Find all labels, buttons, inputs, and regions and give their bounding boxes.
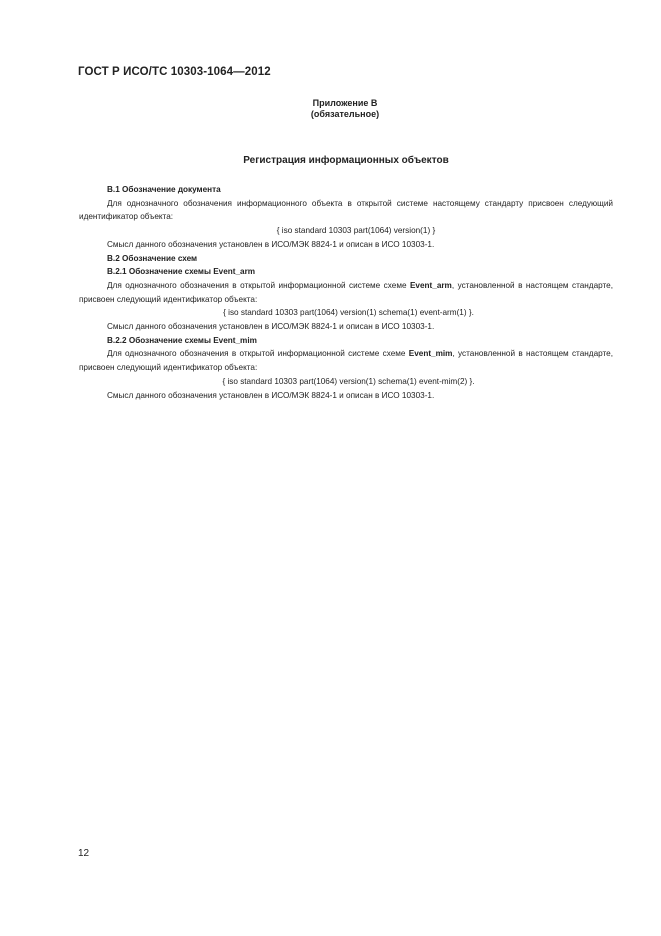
arm-schema-meaning: Смысл данного обозначения установлен в ИСО/МЭК 8824-1 и описан в ИСО 10303-1.	[107, 322, 435, 332]
arm-schema-text	[79, 279, 613, 306]
mim-schema-meaning: Смысл данного обозначения установлен в ИСО/МЭК 8824-1 и описан в ИСО 10303-1.	[107, 390, 435, 400]
doc-object-identifier: { iso standard 10303 part(1064) version(1) }	[276, 226, 436, 236]
doc-designation-text: Для однозначного обозначения информационного объекта в открытой системе настоящему стандарту присвоен следующий идентификатор объекта:	[79, 198, 613, 222]
arm-text-after: , установленной в настоящем стандарте, присвоен следующий идентификатор объекта:	[79, 280, 613, 304]
annex-body	[79, 183, 613, 402]
mim-object-identifier: { iso standard 10303 part(1064) version(1) schema(1) event-mim(2) }.	[222, 376, 475, 386]
document-header: ГОСТ Р ИСО/ТС 10303-1064—2012	[78, 66, 271, 78]
doc-designation-meaning: Смысл данного обозначения установлен в ИСО/МЭК 8824-1 и описан в ИСО 10303-1.	[107, 239, 435, 249]
arm-object-identifier: { iso standard 10303 part(1064) version(1) schema(1) event-arm(1) }.	[223, 308, 474, 318]
arm-text-before: Для однозначного обозначения в открытой информационной системе схеме	[107, 280, 410, 290]
section-title: Регистрация информационных объектов	[243, 155, 449, 166]
arm-schema-name: Event_arm	[409, 280, 452, 290]
mim-text-after: , установленной в настоящем стандарте, присвоен следующий идентификатор объекта:	[79, 349, 613, 373]
mim-text-before: Для однозначного обозначения в открытой информационной системе схеме	[107, 349, 409, 359]
doc-designation-heading: В.1 Обозначение документа	[107, 185, 221, 194]
page-number: 12	[78, 848, 90, 859]
mim-schema-heading: В.2.2 Обозначение схемы Event_mim	[107, 335, 257, 345]
arm-schema-heading: В.2.1 Обозначение схемы Event_arm	[107, 267, 256, 277]
annex-title	[0, 98, 661, 120]
mim-schema-name: Event_mim	[408, 349, 453, 359]
schemas-heading: В.2 Обозначение схем	[107, 253, 198, 263]
annex-status: (обязательное)	[310, 109, 380, 119]
mim-schema-text	[79, 347, 613, 374]
annex-label: Приложение В	[312, 98, 378, 108]
